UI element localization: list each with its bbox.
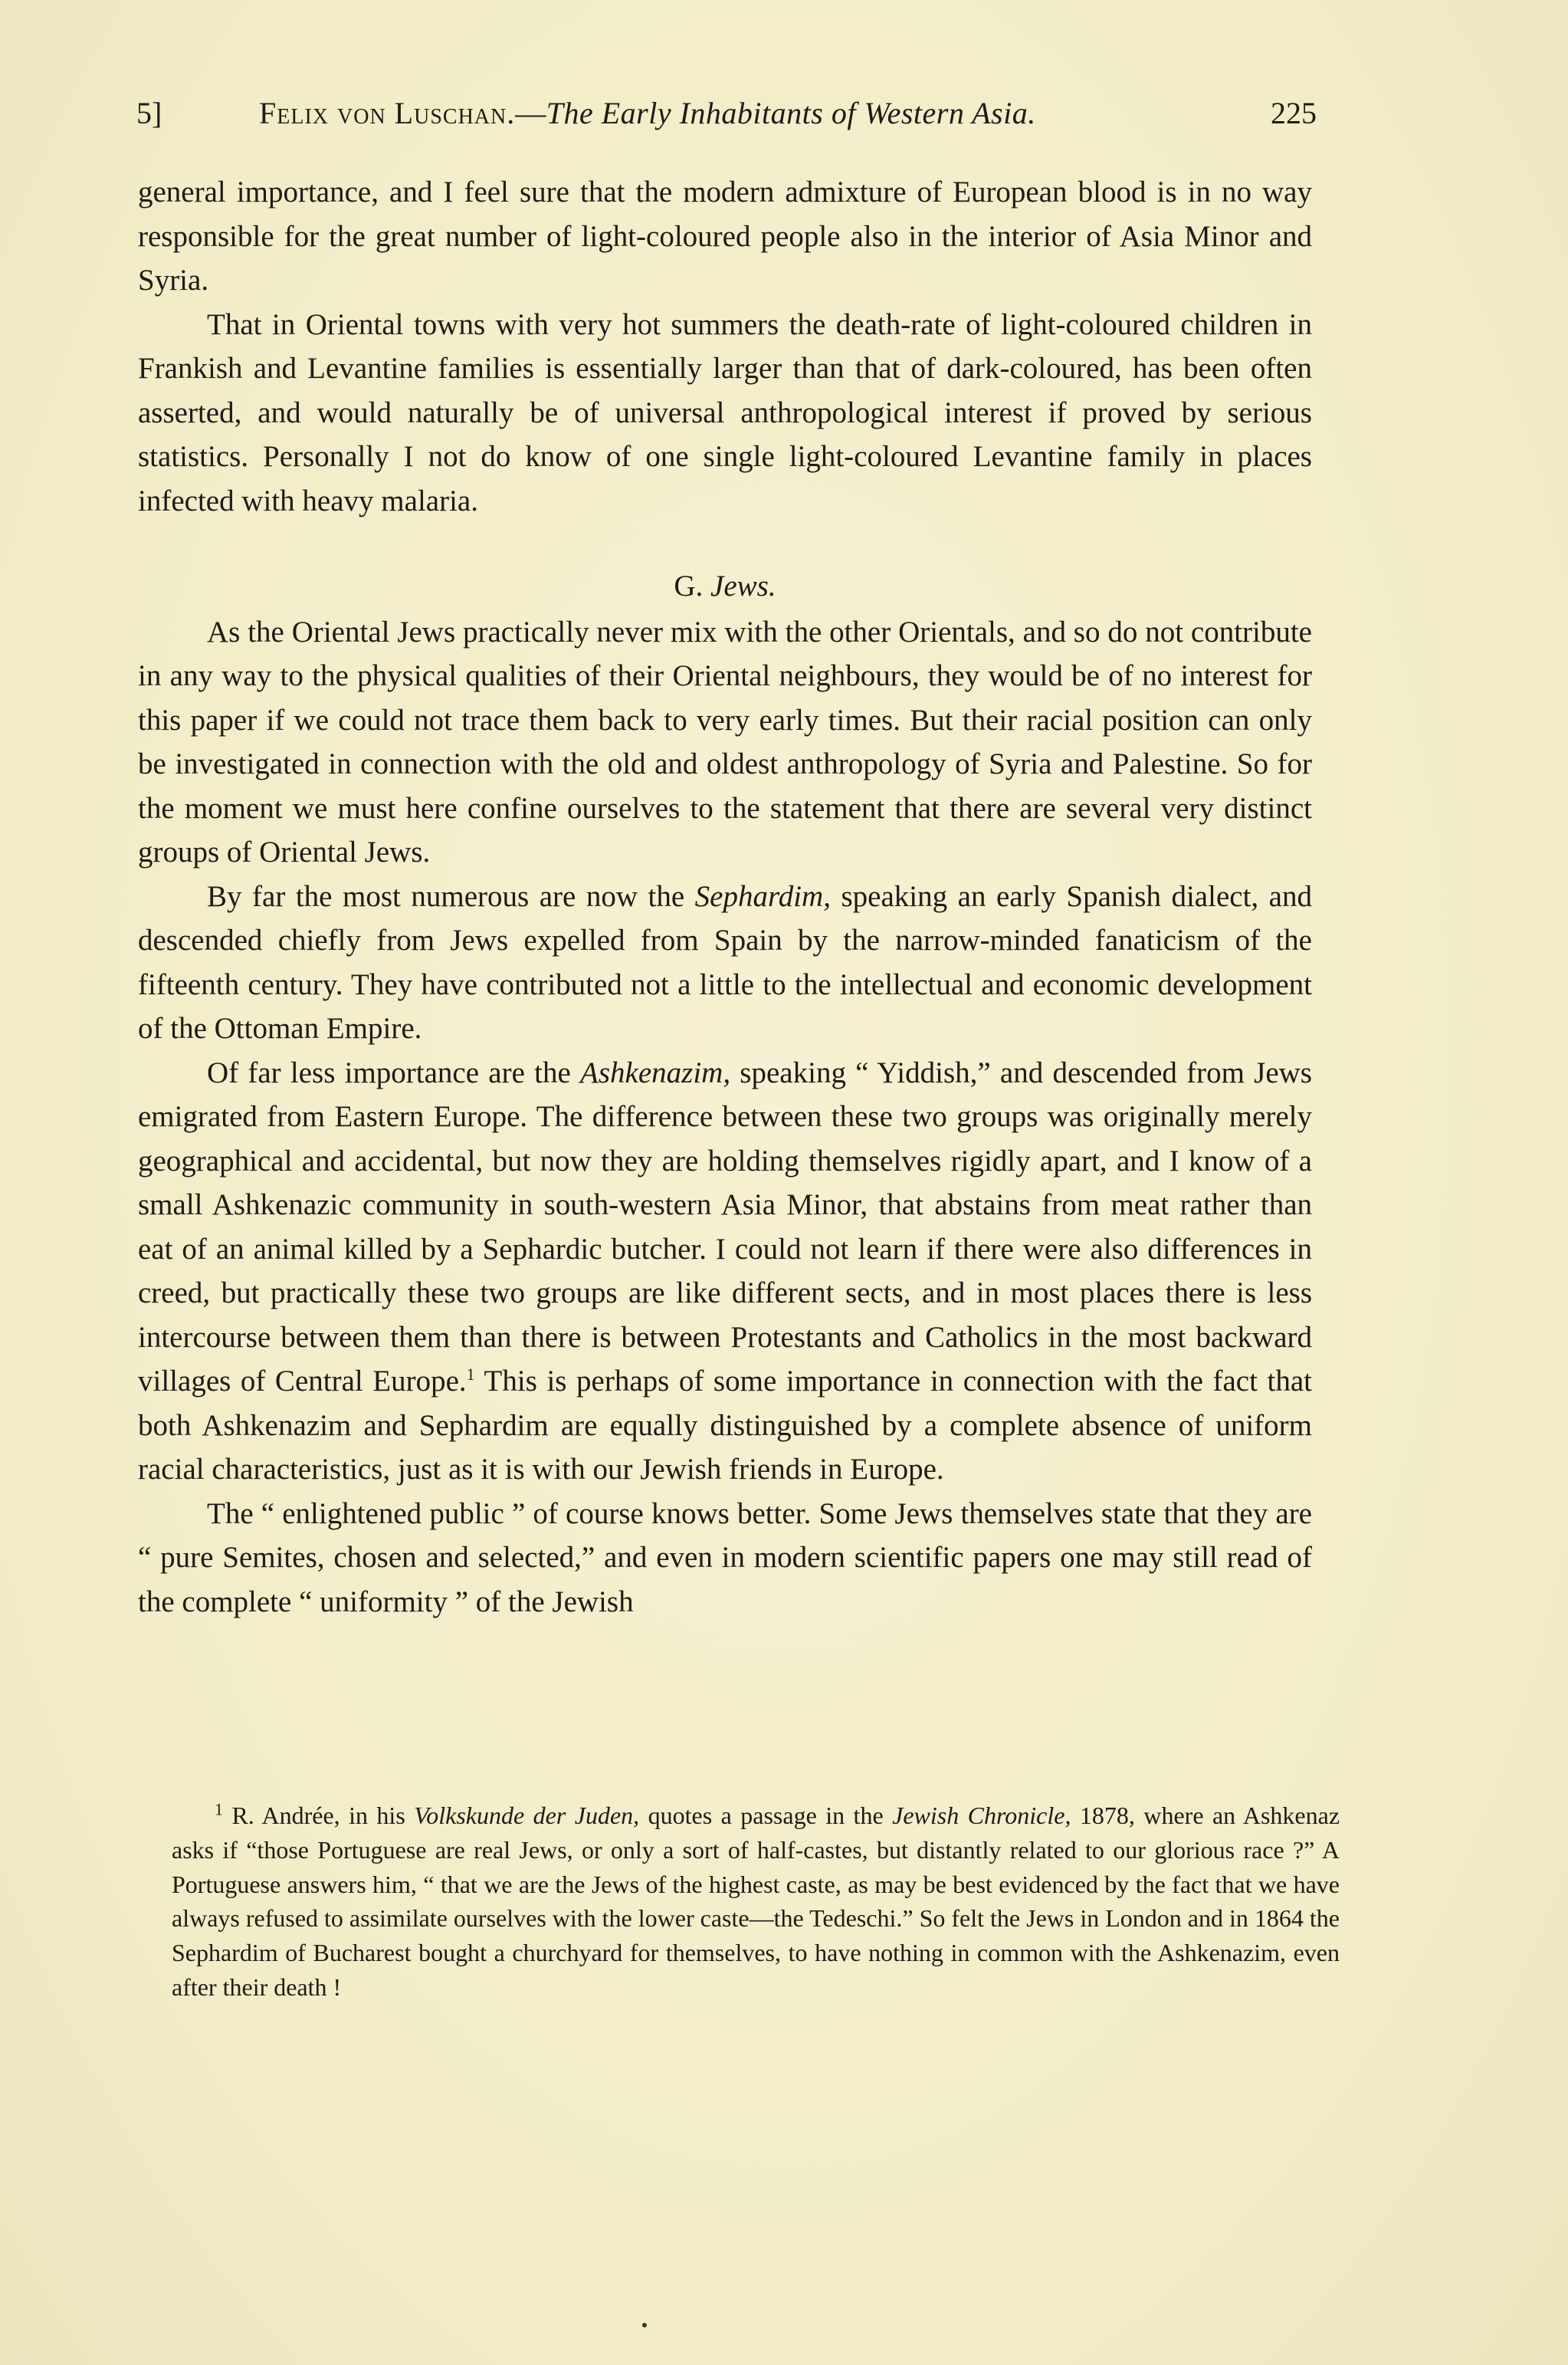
footnote-text-b: quotes a passage in the bbox=[639, 1802, 893, 1829]
paragraph-4-text-a: By far the most numerous are now the bbox=[207, 879, 695, 913]
paragraph-5-text-a: Of far less importance are the bbox=[207, 1056, 581, 1089]
header-title bbox=[259, 90, 1036, 136]
paragraph-2: That in Oriental towns with very hot summers the death-rate of light-coloured children in Frankish and Levantine families is essentially larger than that of dark-coloured, has been often asserted, and would naturally be of universal anthropological interest if proved by serious statistics. Personally I not do know of one single light-coloured Levantine family in places infected with heavy malaria. bbox=[138, 307, 1312, 517]
term-ashkenazim: Ashkenazim, bbox=[580, 1056, 731, 1089]
section-heading bbox=[138, 564, 1312, 609]
footnote bbox=[172, 1798, 1340, 2005]
paragraph-3: As the Oriental Jews practically never mix with the other Orientals, and so do not contribute in any way to the physical qualities of their Oriental neighbours, they would be of no interest for this paper if we could not trace them back to very early times. But their racial position can only be investigated in connection with the old and oldest anthropology of Syria and Palestine. So for the moment we must here confine ourselves to the statement that there are several very distinct groups of Oriental Jews. bbox=[138, 615, 1312, 869]
header-author: Felix von Luschan. bbox=[259, 96, 516, 130]
term-sephardim: Sephardim, bbox=[694, 879, 831, 913]
footnote-ref: 1 bbox=[466, 1365, 475, 1384]
paragraph-5-text-c: This is perhaps of some importance in connection with the fact that both Ashkenazim and Sephardim are equally distinguished by a complete absence of uniform racial characteristics, just as it is with our Jewish friends in Europe. bbox=[138, 1365, 1313, 1486]
paragraph-6: The “ enlightened public ” of course knows better. Some Jews themselves state that they are “ pure Semites, chosen and selected,” and even in modern scientific papers one may still read of the complete “ uniformity ” of the Jewish bbox=[138, 1496, 1312, 1618]
header-dash: — bbox=[515, 96, 546, 130]
section-letter: G. bbox=[674, 570, 704, 603]
paragraph-4 bbox=[138, 875, 1312, 1051]
paragraph-5 bbox=[138, 1051, 1312, 1492]
paragraph-5-text-b: speaking “ Yiddish,” and descended from Jews emigrated from Eastern Europe. The difference between these two groups was originally merely geographical and accidental, but now they are holding themselves rigidly apart, and I know of a small Ashkenazic community in south-western Asia Minor, that abstains from meat rather than eat of an animal killed by a Sephardic butcher. I could not learn if there were also differences in creed, but practically these two groups are like different sects, and in most places there is less intercourse between them than there is between Protestants and Catholics in the most backward villages of Central Europe. bbox=[138, 1056, 1312, 1398]
footnote-periodical-title: Jewish Chronicle, bbox=[892, 1802, 1071, 1829]
main-text bbox=[138, 170, 1312, 1624]
paragraph-1: general importance, and I feel sure that the modern admixture of European blood is in no way responsible for the great number of light-coloured people also in the interior of Asia Minor and Syria. bbox=[138, 176, 1312, 297]
footnote-text-a: R. Andrée, in his bbox=[223, 1802, 415, 1829]
ink-speck bbox=[642, 2323, 647, 2327]
paragraph-4-text-b: speaking an early Spanish dialect, and descended chiefly from Jews expelled from Spain by the narrow-minded fanaticism of the fifteenth century. They have contributed not a little to the intellectual and economic development of the Ottoman Empire. bbox=[138, 879, 1312, 1045]
section-title: Jews. bbox=[710, 570, 776, 603]
page-number: 225 bbox=[1271, 96, 1317, 130]
footnote-book-title: Volkskunde der Juden, bbox=[414, 1802, 640, 1829]
section-number: 5] bbox=[136, 96, 162, 130]
footnote-text bbox=[172, 1798, 1340, 2005]
running-header bbox=[136, 90, 1317, 136]
footnote-marker: 1 bbox=[215, 1799, 223, 1819]
header-work: The Early Inhabitants of Western Asia. bbox=[546, 96, 1036, 130]
footnote-text-c: 1878, where an Ashkenaz asks if “those Portuguese are real Jews, or only a sort of half-castes, but distantly related to our glorious race ?” A Portuguese answers him, “ that we are the Jews of the highest caste, as may be best evidenced by the fact that we have always refused to assimilate ourselves with the lower caste—the Tedeschi.” So felt the Jews in London and in 1864 the Sephardim of Bucharest bought a churchyard for themselves, to have nothing in common with the Ashkenazim, even after their death ! bbox=[172, 1802, 1340, 2001]
